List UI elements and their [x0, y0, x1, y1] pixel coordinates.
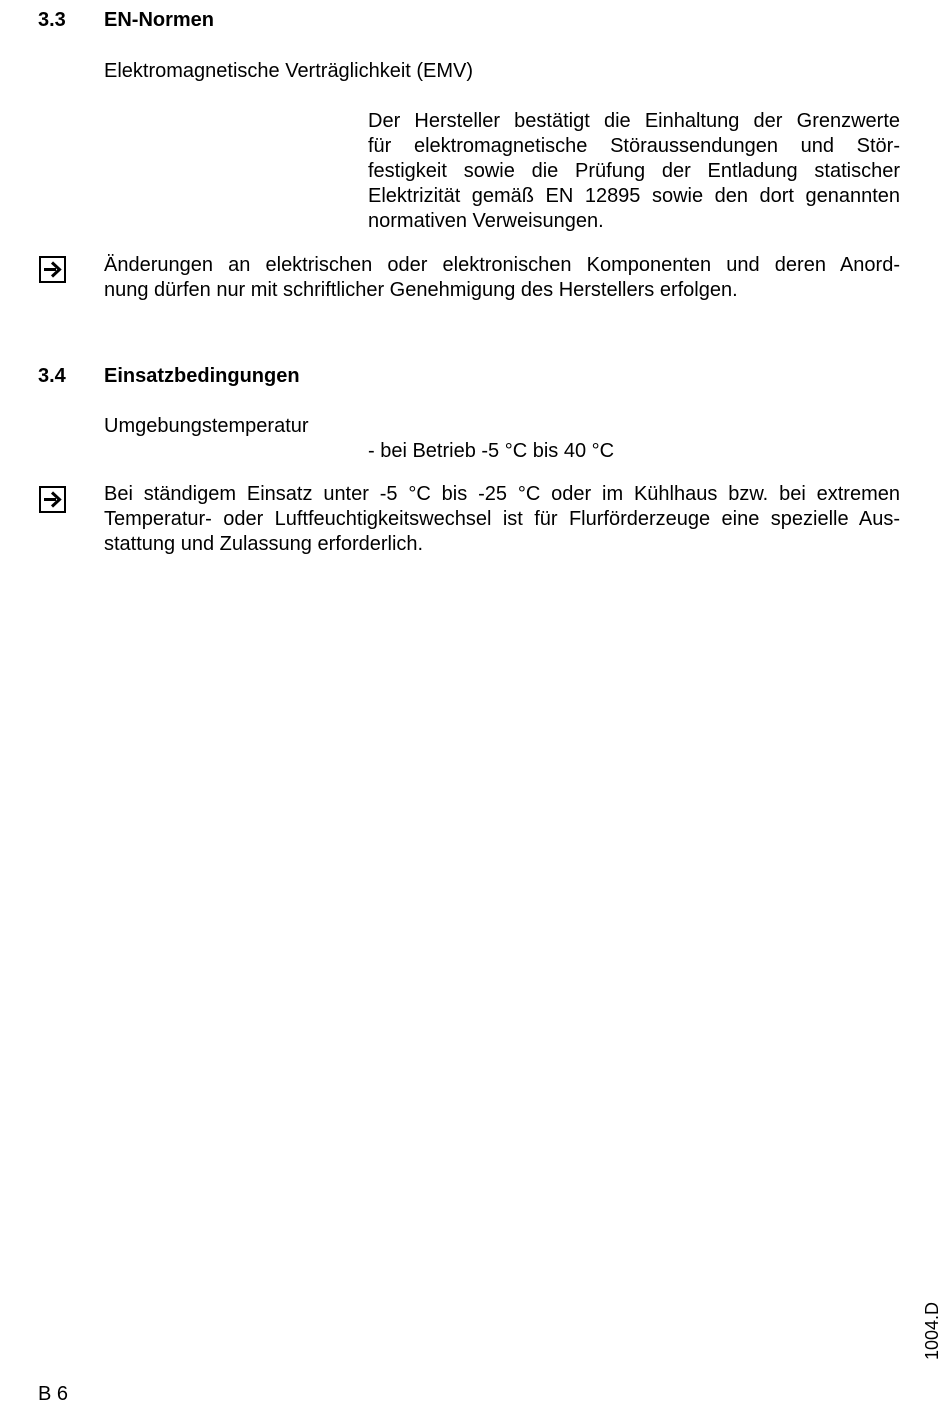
section-subtitle: Umgebungstemperatur — [104, 415, 309, 437]
paragraph-line: normativen Verweisungen. — [368, 210, 604, 232]
note-text — [104, 253, 900, 303]
note-text — [104, 482, 900, 557]
emv-paragraph — [368, 109, 900, 234]
temperature-detail: - bei Betrieb -5 °C bis 40 °C — [368, 440, 615, 462]
section-number: 3.4 — [38, 365, 66, 387]
arrow-right-icon — [39, 256, 66, 283]
paragraph-line: festigkeit sowie die Prüfung der Entladung statischer — [368, 160, 900, 182]
document-code: 1004.D — [922, 1301, 942, 1360]
paragraph-line: für elektromagnetische Störaussendungen und Stör- — [368, 135, 900, 157]
section-number: 3.3 — [38, 9, 66, 31]
section-title: EN-Normen — [104, 9, 215, 31]
note-line: Temperatur- oder Luftfeuchtigkeitswechsel ist für Flurförderzeuge eine spezielle Aus- — [104, 508, 900, 530]
page-number: B 6 — [38, 1383, 69, 1405]
note-line: stattung und Zulassung erforderlich. — [104, 533, 424, 555]
paragraph-line: Elektrizität gemäß EN 12895 sowie den dort genannten — [368, 185, 900, 207]
section-title: Einsatzbedingungen — [104, 365, 300, 387]
section-subtitle: Elektromagnetische Verträglichkeit (EMV) — [104, 60, 474, 82]
note-line: nung dürfen nur mit schriftlicher Genehmigung des Herstellers erfolgen. — [104, 279, 738, 301]
paragraph-line: Der Hersteller bestätigt die Einhaltung der Grenzwerte — [368, 110, 900, 132]
note-line: Änderungen an elektrischen oder elektronischen Komponenten und deren Anord- — [104, 254, 900, 276]
arrow-right-icon — [39, 486, 66, 513]
note-line: Bei ständigem Einsatz unter -5 °C bis -25 °C oder im Kühlhaus bzw. bei extremen — [104, 483, 900, 505]
